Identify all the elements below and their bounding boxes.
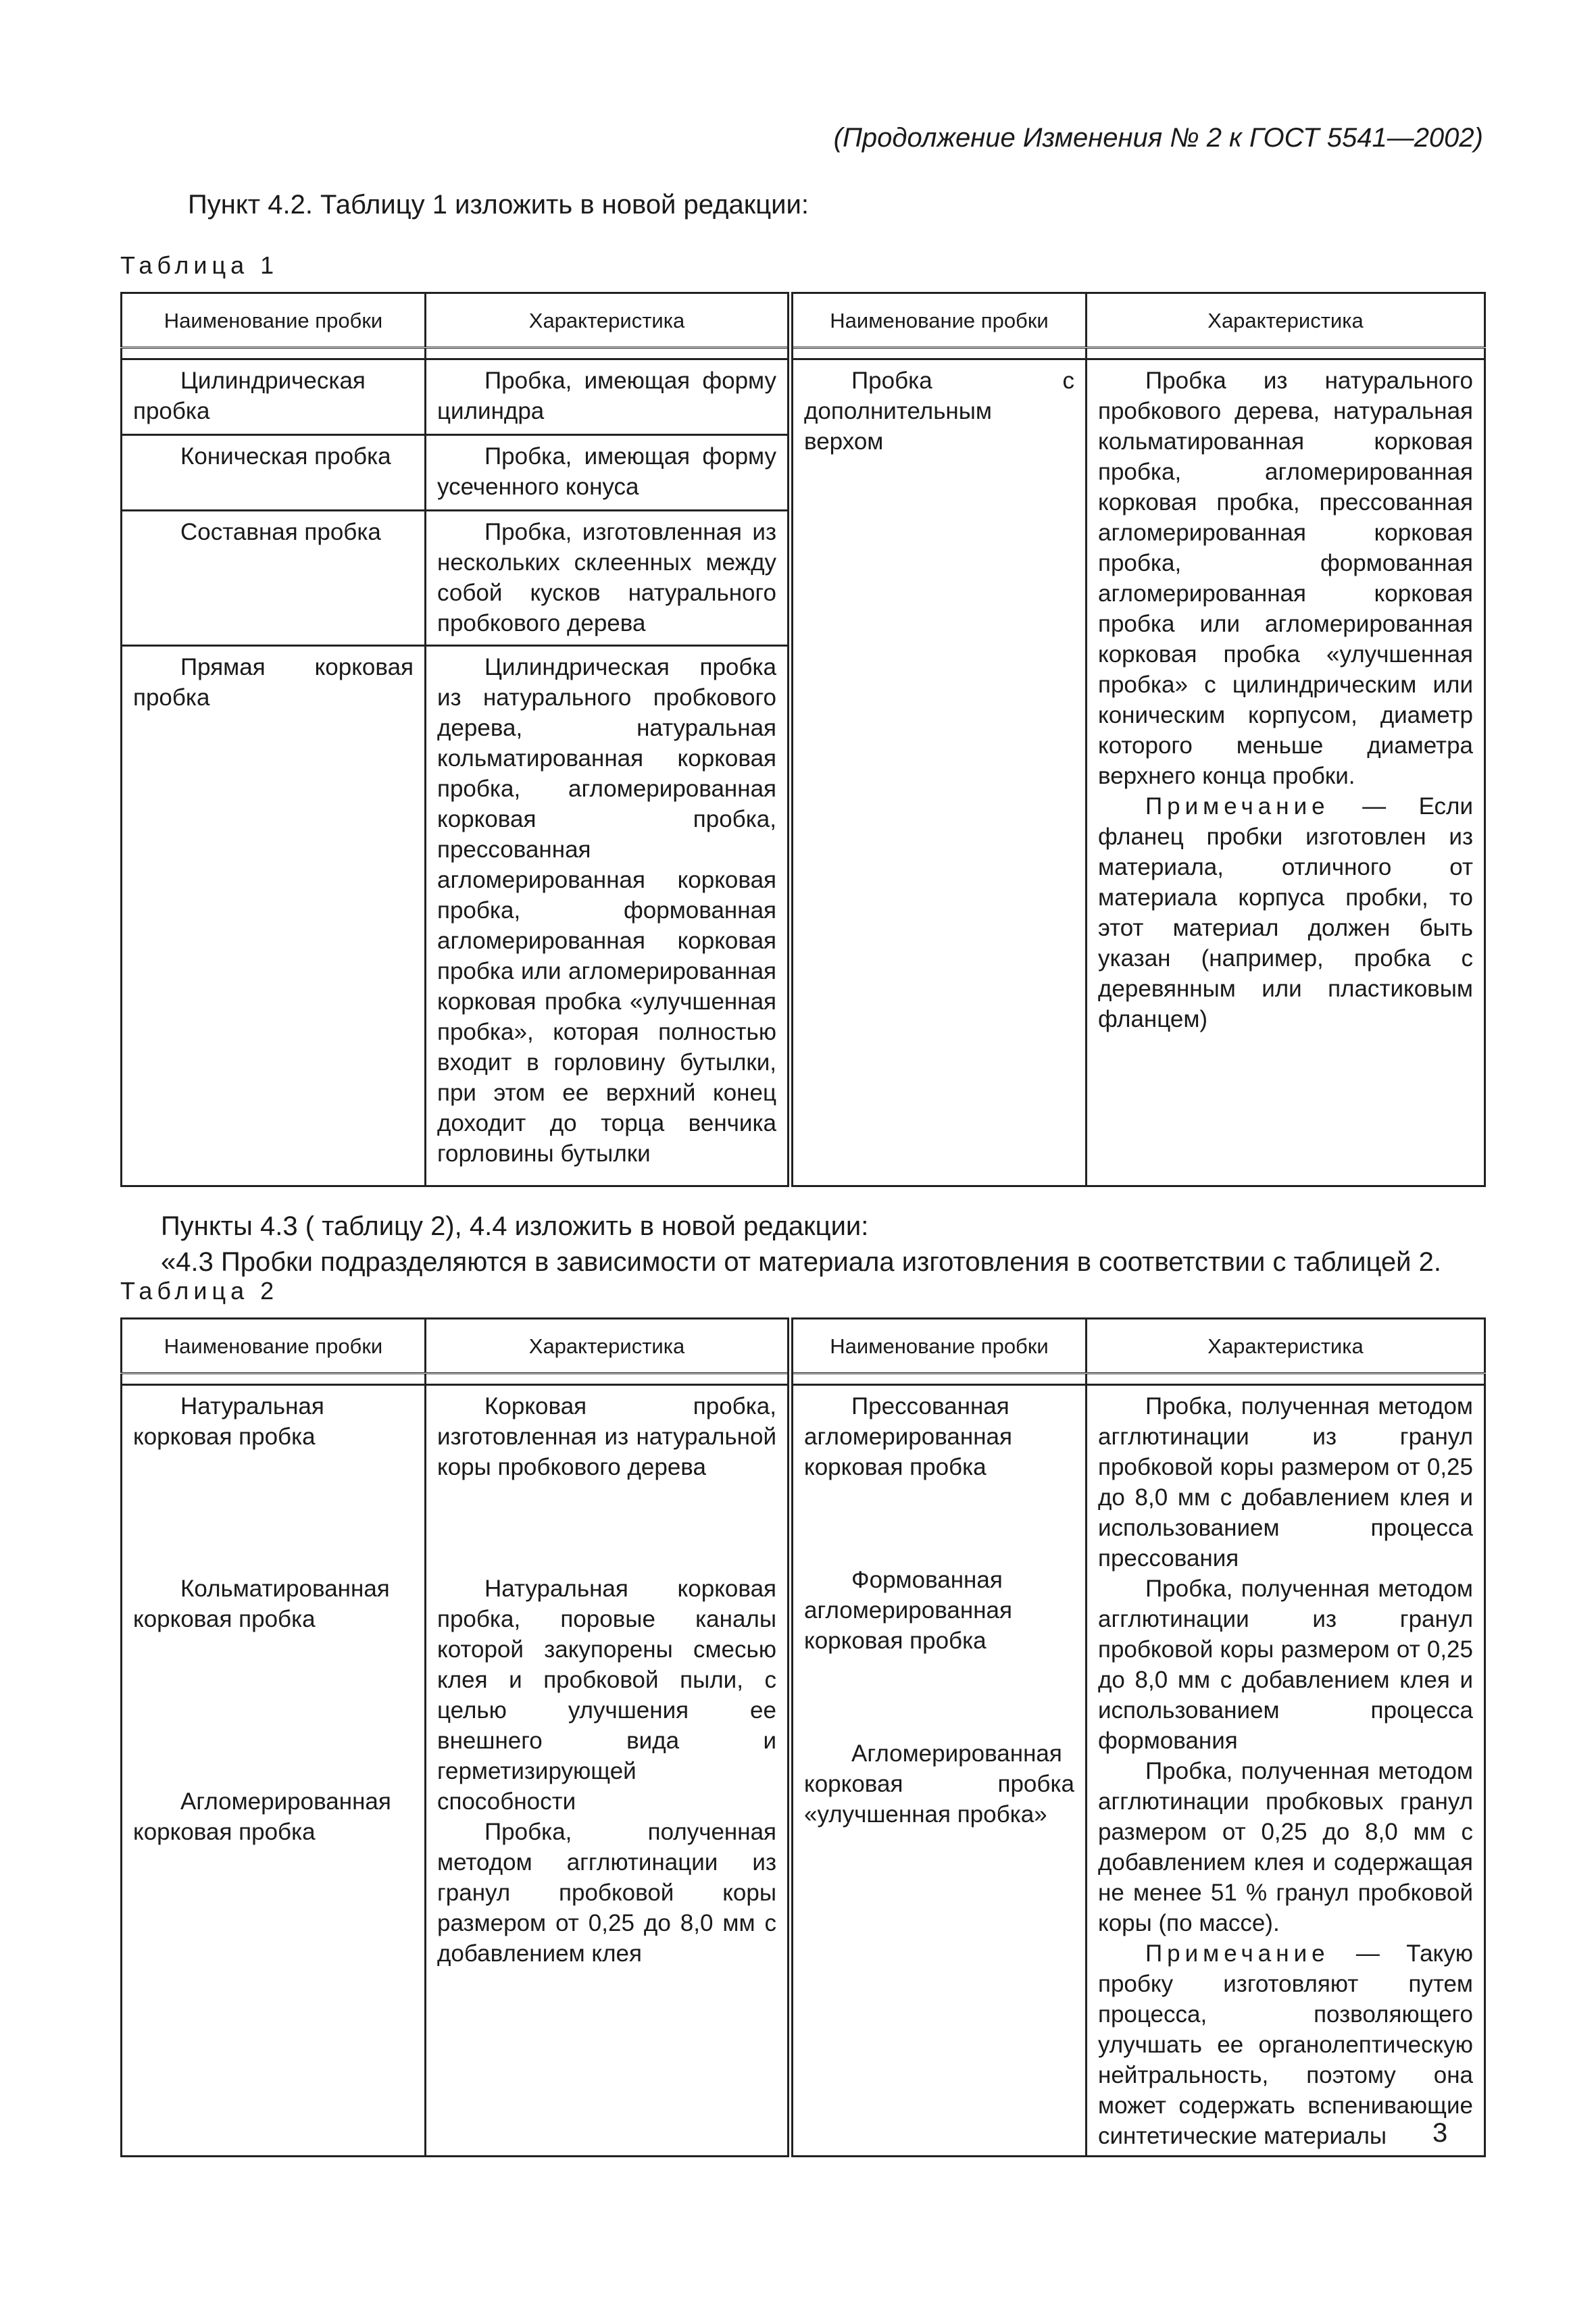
cork-description: Натуральная корковая пробка, поровые каналы которой закупорены смесью клея и пробковой пыли, с целью улучшения ее внешнего вида и герметизирующей способности <box>437 1576 776 1815</box>
cork-description: Корковая пробка, изготовленная из натуральной коры пробкового дерева <box>437 1393 776 1480</box>
cork-name: Агломерированная корковая пробка «улучшенная пробка» <box>804 1740 1074 1828</box>
cork-description: Пробка, полученная методом агглютинации из гранул пробковой коры размером от 0,25 до 8,0 мм с добавлением клея и использованием процесса формования <box>1098 1576 1473 1754</box>
cork-description: Пробка, полученная методом агглютинации пробковых гранул размером от 0,25 до 8,0 мм с добавлением клея и содержащая не менее 51 % гранул пробковой коры (по массе). <box>1098 1758 1473 1936</box>
table1-header-cell: Наименование пробки <box>122 293 426 348</box>
table2-header-cell: Наименование пробки <box>791 1319 1087 1374</box>
cork-name: Формованная агломерированная корковая пробка <box>804 1567 1012 1654</box>
cork-description: Пробка из натурального пробкового дерева, натуральная кольматированная корковая пробка, агломерированная корковая пробка, прессованная агломерированная корковая пробка, формованная агломерированная корковая пробка или агломерированная корковая пробка «улучшенная пробка» с цилиндрическим или коническим корпусом, диаметр которого меньше диаметра верхнего конца пробки. <box>1098 368 1473 789</box>
paragraph-points-intro: Пункты 4.3 ( таблицу 2), 4.4 изложить в новой редакции: <box>161 1211 869 1241</box>
page-number: 3 <box>1432 2118 1448 2148</box>
note-label: Примечание <box>1145 1940 1330 1967</box>
table1-header-gap <box>122 348 1485 359</box>
note-text: — Если фланец пробки изготовлен из материала, отличного от материала корпуса пробки, то этот материал должен быть указан (например, пробка с деревянным или пластиковым фланцем) <box>1098 793 1473 1032</box>
table-2 <box>120 1317 1486 2157</box>
table-1 <box>120 292 1486 1187</box>
cork-description: Пробка, изготовленная из нескольких склеенных между собой кусков натурального пробкового дерева <box>437 519 776 636</box>
table2-caption: Таблица 2 <box>120 1277 279 1305</box>
table2-header-cell: Характеристика <box>426 1319 791 1374</box>
cork-name: Составная пробка <box>180 519 381 545</box>
table-row <box>122 1385 1485 2157</box>
cork-name: Натуральная корковая пробка <box>133 1393 324 1450</box>
cork-name: Прессованная агломерированная корковая пробка <box>804 1393 1012 1480</box>
table1-caption: Таблица 1 <box>120 251 279 279</box>
cork-description: Пробка, имеющая форму цилиндра <box>437 368 776 424</box>
note-label: Примечание <box>1145 793 1330 820</box>
paragraph-table1-intro: Пункт 4.2. Таблицу 1 изложить в новой редакции: <box>188 190 809 220</box>
table1-header-cell: Наименование пробки <box>791 293 1087 348</box>
cork-description: Пробка, полученная методом агглютинации из гранул пробковой коры размером от 0,25 до 8,0 мм с добавлением клея и использованием процесса прессования <box>1098 1393 1473 1571</box>
cork-description: Пробка, имеющая форму усеченного конуса <box>437 443 776 500</box>
cork-name: Цилиндрическая пробка <box>133 368 366 424</box>
cork-name: Коническая пробка <box>180 443 391 470</box>
cork-name: Прямая корковая пробка <box>133 654 414 711</box>
cork-name: Кольматированная корковая пробка <box>133 1576 390 1632</box>
table1-header-cell: Характеристика <box>1087 293 1485 348</box>
table1-header-cell: Характеристика <box>426 293 791 348</box>
table-note <box>1098 791 1473 1034</box>
cork-description: Цилиндрическая пробка из натурального пробкового дерева, натуральная кольматированная корковая пробка, агломерированная корковая пробка, прессованная агломерированная корковая пробка, формованная агломерированная корковая пробка или агломерированная корковая пробка «улучшенная пробка», которая полностью входит в горловину бутылки, при этом ее верхний конец доходит до торца венчика горловины бутылки <box>437 654 776 1167</box>
table2-header-cell: Характеристика <box>1087 1319 1485 1374</box>
cork-name: Агломерированная корковая пробка <box>133 1788 391 1845</box>
table1-header-row <box>122 293 1485 348</box>
table2-header-cell: Наименование пробки <box>122 1319 426 1374</box>
paragraph-4-3: «4.3 Пробки подразделяются в зависимости от материала изготовления в соответствии с таблицей 2. <box>161 1247 1441 1277</box>
table-row <box>122 359 1485 435</box>
running-head: (Продолжение Изменения № 2 к ГОСТ 5541—2002) <box>833 123 1483 153</box>
cork-name: Пробка с дополнительным верхом <box>804 368 1074 455</box>
note-text: — Такую пробку изготовляют путем процесса, позволяющего улучшать ее органолептическую нейтральность, поэтому она может содержать вспенивающие синтетические материалы <box>1098 1940 1473 2149</box>
table2-header-gap <box>122 1374 1485 1385</box>
table2-header-row <box>122 1319 1485 1374</box>
cork-description: Пробка, полученная методом агглютинации из гранул пробковой коры размером от 0,25 до 8,0 мм с добавлением клея <box>437 1819 776 1967</box>
table-note <box>1098 1938 1473 2151</box>
